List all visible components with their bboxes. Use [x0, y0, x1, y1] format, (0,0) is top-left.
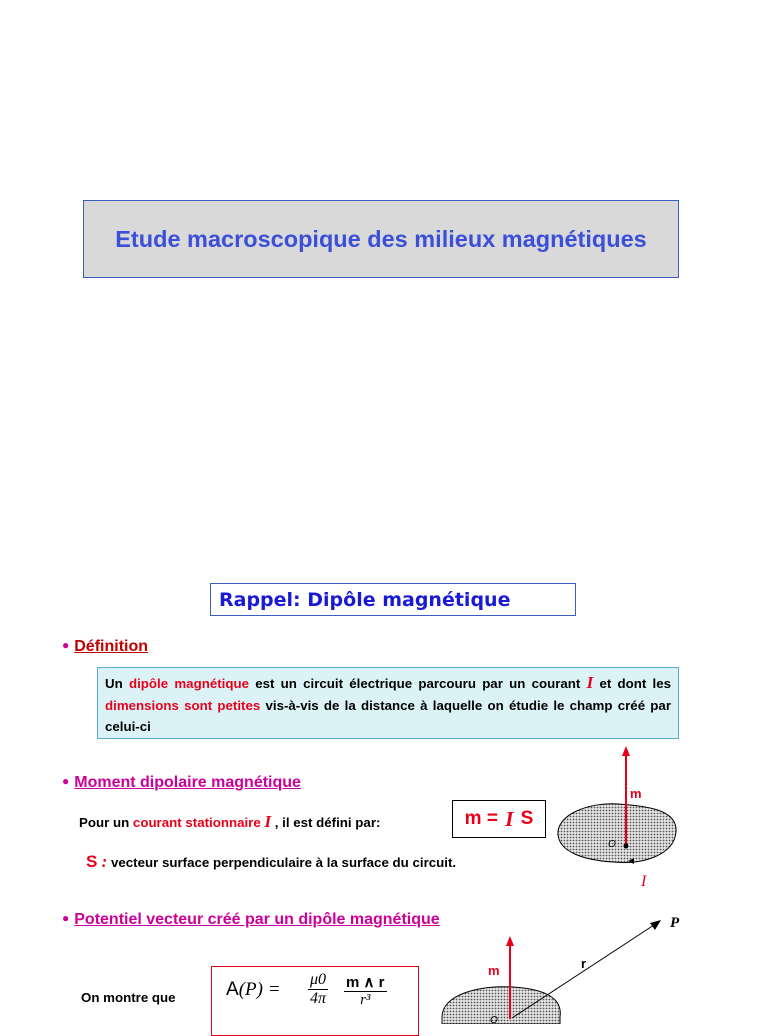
dipole-loop-shape	[442, 987, 560, 1024]
surface-colon: :	[97, 852, 108, 871]
moment-text: , il est défini par:	[271, 815, 381, 830]
definition-text: Un	[105, 676, 129, 691]
moment-text: Pour un	[79, 815, 133, 830]
frac2-numerator: m ∧ r	[346, 974, 385, 991]
on-montre-text: On montre que	[81, 990, 176, 1005]
equation-lhs	[226, 979, 281, 1001]
label-O: O	[490, 1015, 498, 1024]
current-symbol: I	[264, 812, 272, 831]
moment-definition-line	[79, 812, 380, 832]
frac1-denominator: 4π	[310, 990, 327, 1007]
bullet-definition-label: Définition	[74, 638, 149, 655]
bullet-definition	[62, 638, 148, 656]
label-P: P	[670, 915, 680, 931]
definition-box	[97, 667, 679, 739]
current-loop-shape	[558, 804, 676, 863]
bullet-moment	[62, 774, 301, 792]
label-m: m	[630, 786, 642, 801]
definition-text: est un circuit électrique parcouru par un courant	[248, 676, 587, 691]
definition-text: vis-à-vis de la distance à laquelle on étudie le champ créé par celui-ci	[105, 697, 672, 734]
definition-term-dimensions: dimensions sont petites	[105, 697, 261, 713]
surface-text: vecteur surface perpendiculaire à la surface du circuit.	[107, 855, 457, 870]
eq-A: A	[226, 979, 239, 1000]
moment-formula-box	[452, 800, 546, 838]
slide-title: Etude macroscopique des milieux magnétiques	[115, 225, 647, 252]
label-m: m	[488, 963, 500, 978]
moment-arrowhead-icon	[622, 746, 630, 756]
frac1-numerator: μ0	[310, 971, 327, 988]
dipole-loop-diagram	[548, 740, 688, 895]
vector-potential-equation	[211, 966, 419, 1036]
fraction-mu0-4pi	[308, 971, 328, 1008]
formula-I: I	[505, 806, 514, 831]
frac2-denominator: r³	[360, 992, 371, 1008]
term-courant-stationnaire: courant stationnaire	[132, 815, 261, 830]
dipole-field-point-diagram	[428, 905, 698, 1024]
bullet-potentiel	[62, 911, 440, 929]
rappel-heading-box	[210, 583, 576, 616]
bullet-potentiel-label: Potentiel vecteur créé par un dipôle magnétique	[74, 911, 440, 928]
moment-arrowhead-icon	[506, 936, 514, 946]
label-r: r	[581, 956, 587, 971]
formula-S: S	[520, 808, 534, 829]
rappel-heading: Rappel: Dipôle magnétique	[219, 588, 511, 611]
origin-point-icon	[624, 844, 629, 849]
bullet-dot-icon: ●	[62, 911, 70, 925]
eq-P: (P) =	[238, 979, 281, 1000]
label-O: O	[608, 839, 616, 850]
position-arrowhead-icon	[650, 920, 661, 930]
definition-text: et dont les	[593, 676, 672, 691]
bullet-dot-icon: ●	[62, 774, 70, 788]
definition-term-dipole: dipôle magnétique	[128, 676, 249, 691]
label-I: I	[641, 873, 647, 890]
title-box	[83, 200, 679, 278]
formula-equals: =	[486, 808, 498, 829]
formula-m: m	[464, 808, 482, 829]
position-vector-line-icon	[512, 925, 654, 1018]
current-symbol: I	[586, 673, 594, 692]
surface-vector-line	[86, 852, 456, 872]
bullet-dot-icon: ●	[62, 638, 70, 652]
bullet-moment-label: Moment dipolaire magnétique	[74, 774, 301, 791]
fraction-m-cross-r	[344, 973, 387, 1009]
surface-symbol: S	[86, 852, 98, 871]
